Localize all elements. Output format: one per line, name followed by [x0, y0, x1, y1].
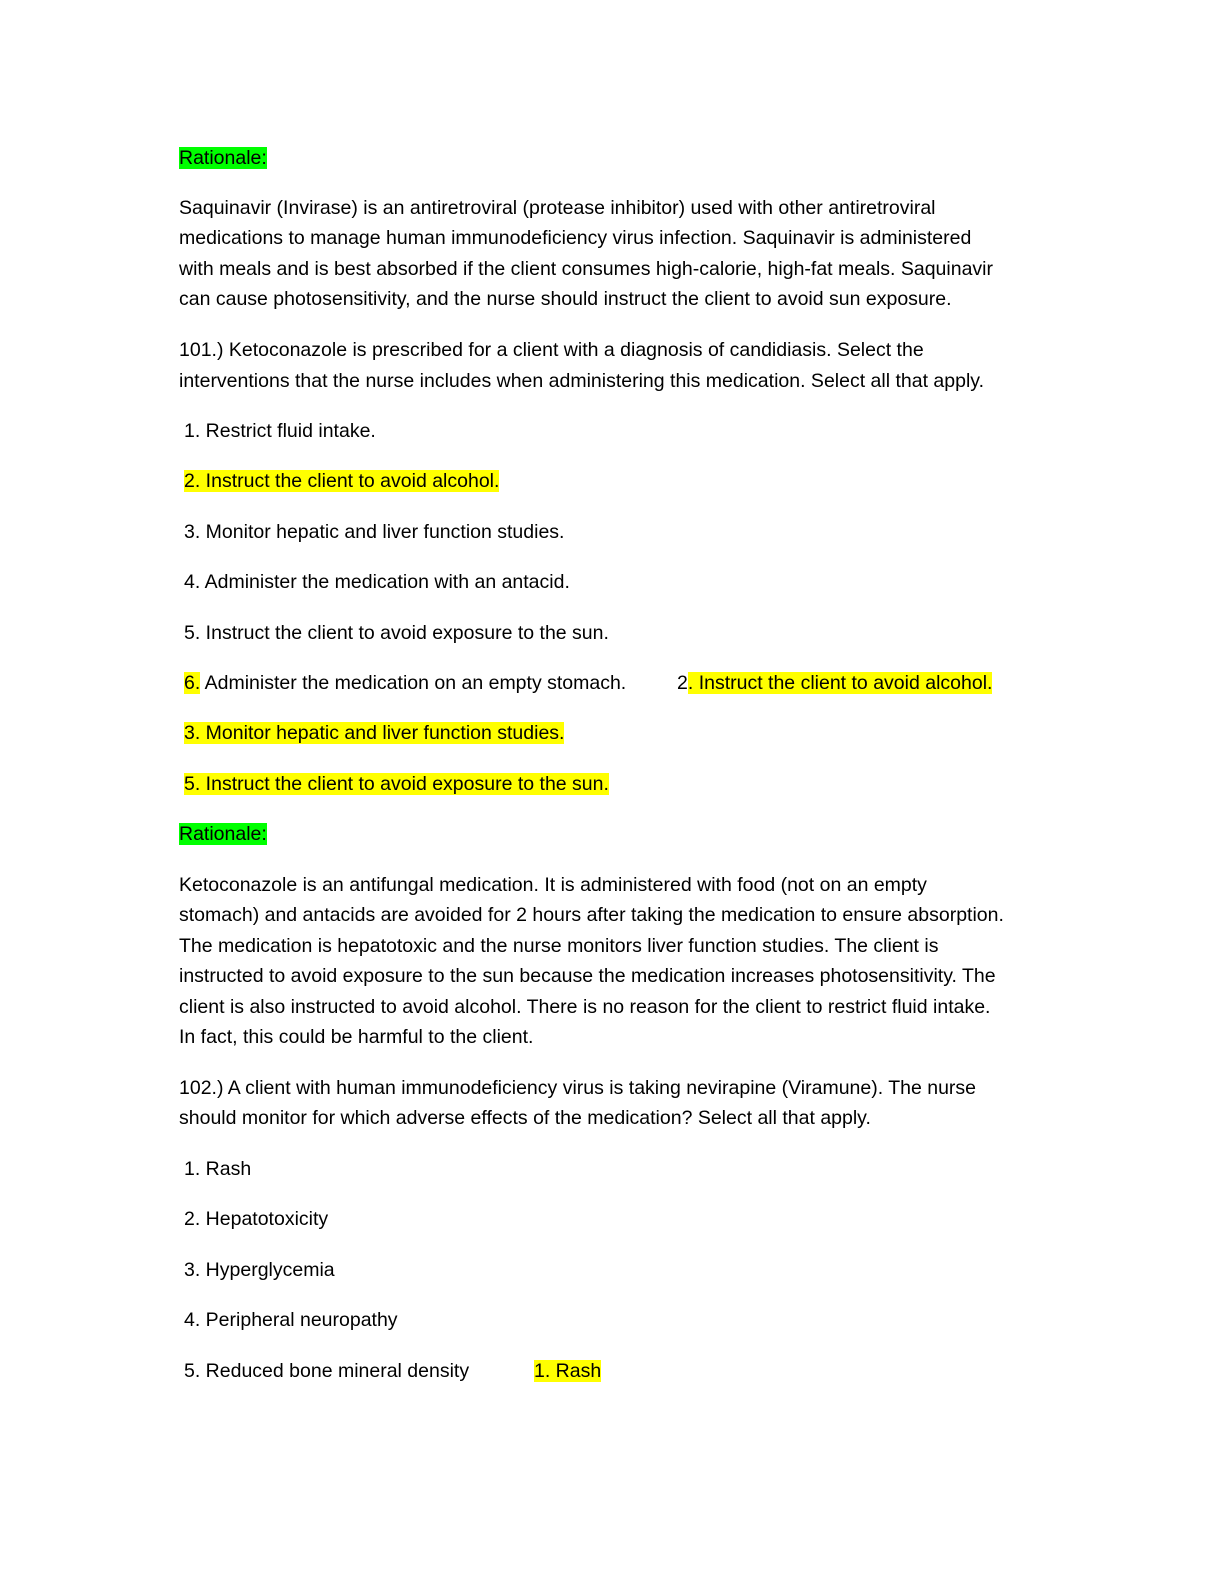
rationale-label	[179, 822, 267, 846]
rationale-text-line: with meals and is best absorbed if the client consumes high-calorie, high-fat meals. Saquinavir	[179, 258, 994, 280]
q101-option-6	[184, 671, 626, 695]
rationale-text-line: client is also instructed to avoid alcohol. There is no reason for the client to restrict fluid intake.	[179, 996, 991, 1018]
q101-option-6-number: 6.	[184, 672, 201, 694]
rationale-text-line: The medication is hepatotoxic and the nurse monitors liver function studies. The client is	[179, 935, 939, 957]
rationale-text-line: stomach) and antacids are avoided for 2 hours after taking the medication to ensure absorption.	[179, 904, 1004, 926]
question-102-stem: should monitor for which adverse effects of the medication? Select all that apply.	[179, 1107, 871, 1129]
rationale-highlight: Rationale:	[179, 823, 267, 845]
question-102-stem: 102.) A client with human immunodeficiency virus is taking nevirapine (Viramune). The nurse	[179, 1077, 977, 1099]
q101-option-4: 4. Administer the medication with an antacid.	[184, 571, 570, 593]
q101-option-6-text: Administer the medication on an empty stomach.	[200, 672, 627, 694]
q102-option-5: 5. Reduced bone mineral density	[184, 1360, 470, 1382]
q102-answer-1-highlight: 1. Rash	[534, 1360, 602, 1382]
rationale-text-line: medications to manage human immunodeficiency virus infection. Saquinavir is administered	[179, 227, 972, 249]
q101-answer-1-prefix: 2	[677, 672, 688, 694]
q102-option-1: 1. Rash	[184, 1158, 252, 1180]
rationale-text-line: instructed to avoid exposure to the sun because the medication increases photosensitivity. The	[179, 965, 996, 987]
q101-answer-1	[677, 671, 992, 695]
q101-option-5: 5. Instruct the client to avoid exposure to the sun.	[184, 622, 609, 644]
q101-option-3: 3. Monitor hepatic and liver function studies.	[184, 521, 565, 543]
rationale-text-line: can cause photosensitivity, and the nurse should instruct the client to avoid sun exposure.	[179, 288, 952, 310]
q102-option-4: 4. Peripheral neuropathy	[184, 1309, 398, 1331]
q101-answer-3	[184, 772, 609, 796]
rationale-highlight: Rationale:	[179, 147, 267, 169]
rationale-label	[179, 146, 267, 170]
q101-option-1: 1. Restrict fluid intake.	[184, 420, 376, 442]
rationale-text-line: Ketoconazole is an antifungal medication. It is administered with food (not on an empty	[179, 874, 927, 896]
q101-answer-1-highlight: . Instruct the client to avoid alcohol.	[687, 672, 993, 694]
q101-option-2	[184, 469, 499, 493]
question-101-stem: interventions that the nurse includes when administering this medication. Select all that apply.	[179, 370, 985, 392]
q102-answer-1	[534, 1359, 601, 1383]
q101-answer-2	[184, 721, 564, 745]
q102-option-3: 3. Hyperglycemia	[184, 1259, 335, 1281]
q101-option-2-highlight: 2. Instruct the client to avoid alcohol.	[184, 470, 500, 492]
q102-option-2: 2. Hepatotoxicity	[184, 1208, 329, 1230]
question-101-stem: 101.) Ketoconazole is prescribed for a client with a diagnosis of candidiasis. Select the	[179, 339, 924, 361]
rationale-text-line: Saquinavir (Invirase) is an antiretroviral (protease inhibitor) used with other antiretroviral	[179, 197, 936, 219]
q101-answer-3-highlight: 5. Instruct the client to avoid exposure to the sun.	[184, 773, 609, 795]
q101-answer-2-highlight: 3. Monitor hepatic and liver function studies.	[184, 722, 565, 744]
rationale-text-line: In fact, this could be harmful to the client.	[179, 1026, 534, 1048]
